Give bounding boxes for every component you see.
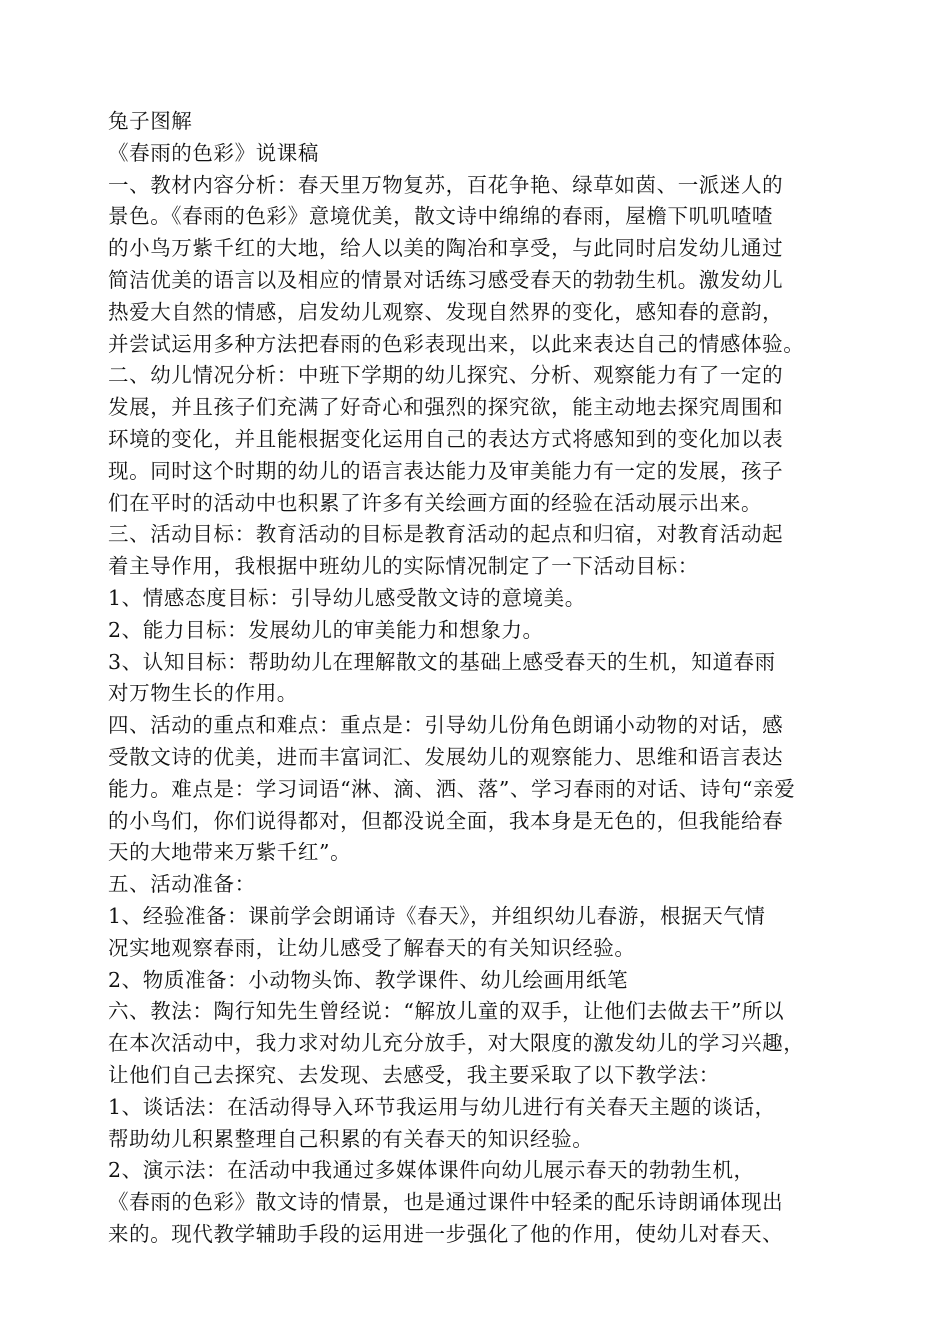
text-line: 帮助幼儿积累整理自己积累的有关春天的知识经验。 [108, 1126, 594, 1151]
text-line: 2、演示法：在活动中我通过多媒体课件向幼儿展示春天的勃勃生机， [108, 1158, 755, 1183]
document-body [108, 106, 888, 1251]
text-line: 热爱大自然的情感，启发幼儿观察、发现自然界的变化，感知春的意韵， [108, 299, 784, 324]
text-line: 三、活动目标：教育活动的目标是教育活动的起点和归宿，对教育活动起 [108, 522, 784, 547]
text-line: 受散文诗的优美，进而丰富词汇、发展幼儿的观察能力、思维和语言表达 [108, 744, 784, 769]
text-line: 四、活动的重点和难点：重点是：引导幼儿份角色朗诵小动物的对话，感 [108, 713, 784, 738]
text-line: 况实地观察春雨，让幼儿感受了解春天的有关知识经验。 [108, 935, 636, 960]
text-line: 景色。《春雨的色彩》意境优美，散文诗中绵绵的春雨，屋檐下叽叽喳喳 [108, 204, 773, 229]
text-line: 《春雨的色彩》散文诗的情景，也是通过课件中轻柔的配乐诗朗诵体现出 [108, 1190, 784, 1215]
text-line: 环境的变化，并且能根据变化运用自己的表达方式将感知到的变化加以表 [108, 426, 784, 451]
text-line: 的小鸟们，你们说得都对，但都没说全面，我本身是无色的，但我能给春 [108, 808, 784, 833]
text-line: 的小鸟万紫千红的大地，给人以美的陶冶和享受，与此同时启发幼儿通过 [108, 236, 784, 261]
text-line: 一、教材内容分析：春天里万物复苏，百花争艳、绿草如茵、一派迷人的 [108, 172, 784, 197]
text-line: 并尝试运用多种方法把春雨的色彩表现出来，以此来表达自己的情感体验。 [108, 331, 805, 356]
text-line: 2、能力目标：发展幼儿的审美能力和想象力。 [108, 617, 544, 642]
text-line: 五、活动准备： [108, 872, 256, 897]
text-line: 1、经验准备：课前学会朗诵诗《春天》，并组织幼儿春游，根据天气情 [108, 903, 766, 928]
text-line: 们在平时的活动中也积累了许多有关绘画方面的经验在活动展示出来。 [108, 490, 763, 515]
text-line: 简洁优美的语言以及相应的情景对话练习感受春天的勃勃生机。激发幼儿 [108, 267, 784, 292]
text-line: 天的大地带来万紫千红”。 [108, 840, 352, 865]
text-line: 发展，并且孩子们充满了好奇心和强烈的探究欲，能主动地去探究周围和 [108, 395, 784, 420]
document-header-note: 兔子图解 [108, 109, 193, 133]
text-line: 六、教法：陶行知先生曾经说：“解放儿童的双手，让他们去做去干”所以 [108, 999, 785, 1024]
document-title: 《春雨的色彩》说课稿 [108, 140, 319, 165]
text-line: 着主导作用，我根据中班幼儿的实际情况制定了一下活动目标： [108, 554, 699, 579]
text-line: 二、幼儿情况分析：中班下学期的幼儿探究、分析、观察能力有了一定的 [108, 363, 784, 388]
text-line: 1、情感态度目标：引导幼儿感受散文诗的意境美。 [108, 585, 586, 610]
text-line: 在本次活动中，我力求对幼儿充分放手，对大限度的激发幼儿的学习兴趣， [108, 1031, 805, 1056]
text-line: 现。同时这个时期的幼儿的语言表达能力及审美能力有一定的发展，孩子 [108, 458, 784, 483]
text-line: 3、认知目标：帮助幼儿在理解散文的基础上感受春天的生机，知道春雨 [108, 649, 776, 674]
text-line: 对万物生长的作用。 [108, 681, 298, 706]
text-line: 来的。现代教学辅助手段的运用进一步强化了他的作用，使幼儿对春天、 [108, 1221, 784, 1246]
text-line: 1、谈话法：在活动得导入环节我运用与幼儿进行有关春天主题的谈话， [108, 1094, 776, 1119]
text-line: 2、物质准备：小动物头饰、教学课件、幼儿绘画用纸笔 [108, 967, 629, 992]
text-line: 让他们自己去探究、去发现、去感受，我主要采取了以下教学法： [108, 1062, 720, 1087]
text-line: 能力。难点是：学习词语“淋、滴、洒、落”、学习春雨的对话、诗句“亲爱 [108, 776, 796, 801]
